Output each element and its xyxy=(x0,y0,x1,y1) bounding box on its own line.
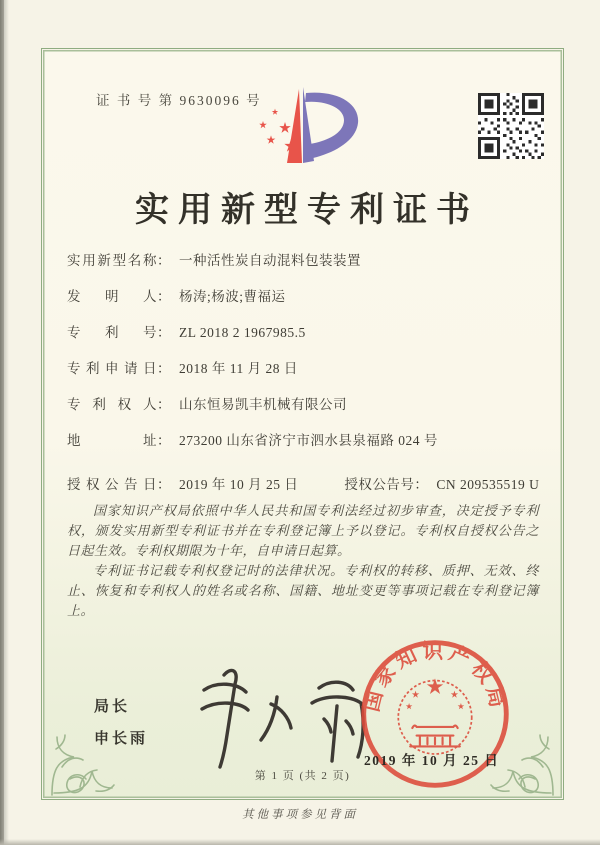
field-patentee xyxy=(67,395,541,431)
scan-edge-bottom xyxy=(0,839,600,845)
corner-flourish-icon xyxy=(469,705,561,797)
field-list xyxy=(67,251,541,495)
certificate-number: 证 书 号 第 9630096 号 xyxy=(96,93,262,108)
field-label: 实用新型名称 xyxy=(67,253,157,268)
director-role-label: 局长 xyxy=(94,699,131,715)
cnipa-logo-icon xyxy=(254,83,386,175)
field-value: 一种活性炭自动混料包装装置 xyxy=(179,253,361,268)
field-address xyxy=(67,431,541,467)
colon: ： xyxy=(157,325,171,340)
certificate-border-frame xyxy=(41,48,564,800)
colon: ： xyxy=(414,477,429,492)
field-value: 273200 山东省济宁市泗水县泉福路 024 号 xyxy=(179,433,438,448)
field-value: 杨涛;杨波;曹福运 xyxy=(179,289,286,304)
field-label: 授权公告日 xyxy=(67,477,157,492)
field-patent-number xyxy=(67,323,541,359)
colon: ： xyxy=(157,361,171,376)
field-patent-name xyxy=(67,251,541,287)
back-note: 其他事项参见背面 xyxy=(242,809,358,821)
field-value: 2018 年 11 月 28 日 xyxy=(179,361,298,376)
field-label: 地址 xyxy=(67,433,157,448)
legal-text xyxy=(67,501,539,621)
field-label: 授权公告号 xyxy=(344,477,415,492)
certificate-title: 实用新型专利证书 xyxy=(135,192,479,229)
scan-edge-shade xyxy=(4,0,9,845)
grant-no-value: CN 209535519 U xyxy=(436,477,540,492)
field-grant-row xyxy=(67,475,541,495)
colon: ： xyxy=(157,477,171,492)
qr-code-icon xyxy=(478,93,544,159)
svg-text:国家知识产权局 xyxy=(360,640,510,714)
seal-date: 2019 年 10 月 25 日 xyxy=(364,753,500,768)
field-label: 专利申请日 xyxy=(67,361,157,376)
director-name-label: 申长雨 xyxy=(94,731,149,747)
field-label: 发明人 xyxy=(67,289,157,304)
page-number: 第 1 页 (共 2 页) xyxy=(254,770,351,782)
legal-paragraph-1: 国家知识产权局依照中华人民共和国专利法经过初步审查，决定授予专利权，颁发实用新型专利证书并在专利登记簿上予以登记。专利权自授权公告之日起生效。专利权期限为十年，自申请日起算。 xyxy=(67,503,539,558)
field-label: 专利权人 xyxy=(67,397,157,412)
colon: ： xyxy=(157,397,171,412)
field-label: 专利号 xyxy=(67,325,157,340)
grant-date-value: 2019 年 10 月 25 日 xyxy=(179,477,299,492)
field-value: 山东恒易凯丰机械有限公司 xyxy=(179,397,347,412)
field-filing-date xyxy=(67,359,541,395)
legal-paragraph-2: 专利证书记载专利权登记时的法律状况。专利权的转移、质押、无效、终止、恢复和专利权人的姓名或名称、国籍、地址变更等事项记载在专利登记簿上。 xyxy=(67,563,539,618)
seal-ring-text: 国家知识产权局 xyxy=(360,640,510,714)
colon: ： xyxy=(157,253,171,268)
colon: ： xyxy=(157,433,171,448)
grant-no-pair xyxy=(344,477,539,492)
colon: ： xyxy=(157,289,171,304)
field-value: ZL 2018 2 1967985.5 xyxy=(179,325,306,340)
field-inventors xyxy=(67,287,541,323)
corner-flourish-icon xyxy=(44,705,136,797)
